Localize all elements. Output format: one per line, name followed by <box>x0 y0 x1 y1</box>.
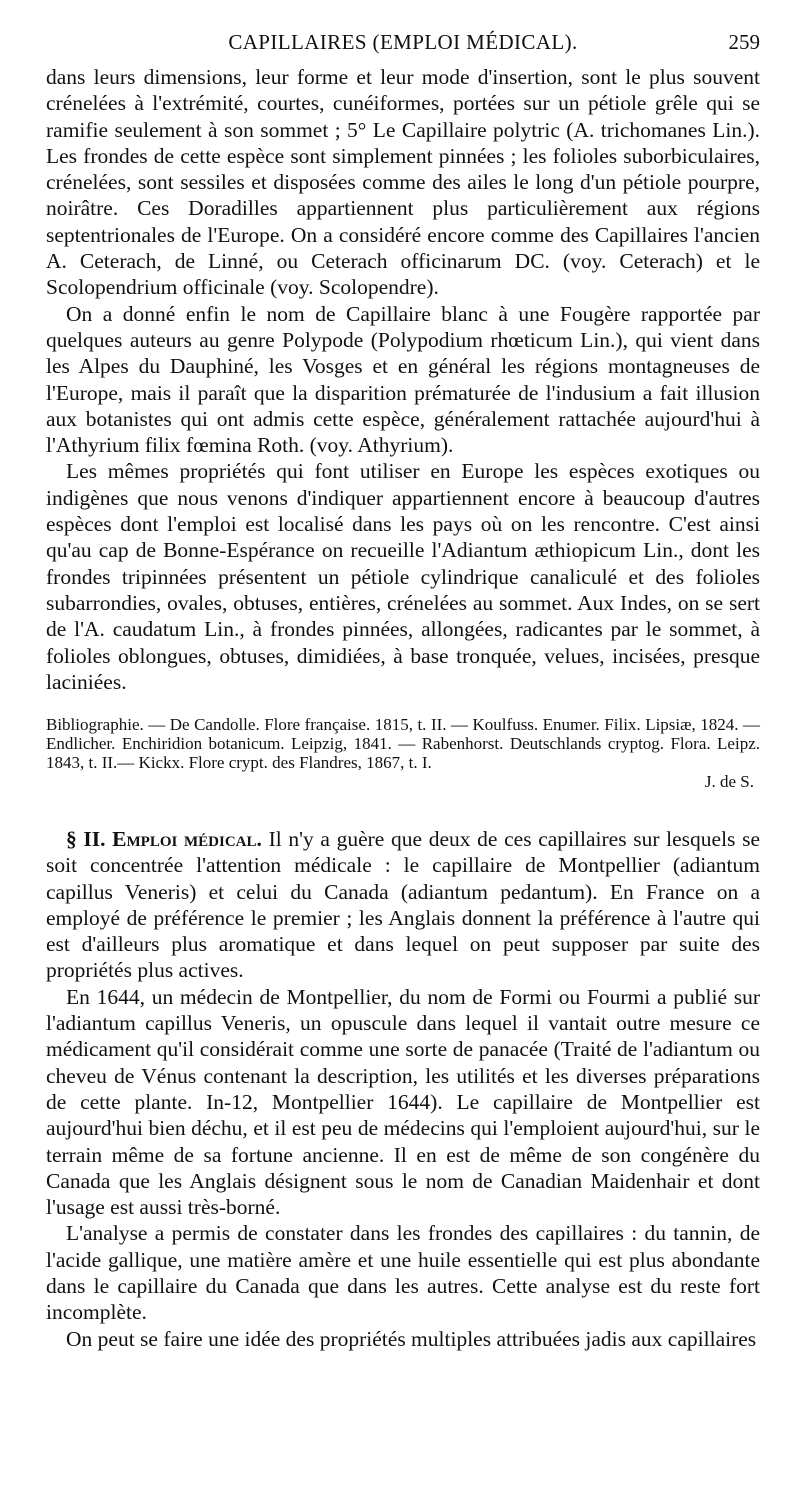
paragraph-analyse: L'analyse a permis de constater dans les frondes des capillaires : du tannin, de l'acide gallique, une matière amère et une huile essentielle qui est plus abondante dans le capillaire du Canada que dans les autres. Cette analyse est du reste fort incomplète. <box>46 1221 760 1325</box>
paragraph-exotic-species: Les mêmes propriétés qui font utiliser en Europe les espèces exotiques ou indigènes que nous venons d'indiquer appartiennent encore à beaucoup d'autres espèces dont l'emploi est localisé dans les pays où on les rencontre. C'est ainsi qu'au cap de Bonne-Espérance on recueille l'Adiantum æthiopicum Lin., dont les frondes tripinnées présentent un pétiole cylindrique canaliculé et des folioles subarrondies, ovales, obtuses, entières, crénelées au sommet. Aux Indes, on se sert de l'A. caudatum Lin., à frondes pinnées, allongées, radicantes par le sommet, à folioles oblongues, obtuses, dimidiées, à base tronquée, velues, incisées, presque laciniées. <box>46 459 760 694</box>
section-emploi-medical <box>46 826 760 1352</box>
paragraph-proprietes: On peut se faire une idée des propriétés multiples attribuées jadis aux capillaires <box>66 1326 757 1351</box>
page-header <box>46 30 760 56</box>
paragraph-continued: dans leurs dimensions, leur forme et leur mode d'insertion, sont le plus souvent crénelées à l'extrémité, courtes, cunéiformes, portées sur un pétiole grêle qui se ramifie seulement à son sommet ; 5° Le Capillaire polytric (A. trichomanes Lin.). Les frondes de cette espèce sont simplement pinnées ; les folioles suborbiculaires, crénelées, sont sessiles et disposées comme des ailes le long d'un pétiole pourpre, noirâtre. Ces Doradilles appartiennent plus particulièrement aux régions septentrionales de l'Europe. On a considéré encore comme des Capillaires l'ancien A. Ceterach, de Linné, ou Ceterach officinarum DC. (voy. Ceterach) et le Scolopendrium officinale (voy. Scolopendre). <box>46 65 760 300</box>
section-heading: § II. Emploi médical. <box>66 827 262 851</box>
section-first-paragraph-text: Il n'y a guère que deux de ces capillaires sur lesquels se soit concentrée l'attention médicale : le capillaire de Montpellier (adiantum capillus Veneris) et celui du Canada (adiantum pedantum). En France on a employé de préférence le premier ; les Anglais donnent la préférence à l'autre qui est d'ailleurs plus aromatique et dans lequel on peut supposer par suite des propriétés plus actives. <box>46 827 760 983</box>
author-signature: J. de S. <box>704 772 754 791</box>
running-title: CAPILLAIRES (EMPLOI MÉDICAL). <box>228 30 578 54</box>
main-text-top <box>46 64 760 695</box>
paragraph-capillaire-blanc: On a donné enfin le nom de Capillaire blanc à une Fougère rapportée par quelques auteurs au genre Polypode (Polypodium rhœticum Lin.), qui vient dans les Alpes du Dauphiné, les Vosges et en général les régions montagneuses de l'Europe, mais il paraît que la disparition prématurée de l'indusium a fait illusion aux botanistes qui ont admis cette espèce, généralement rattachée aujourd'hui à l'Athyrium filix fœmina Roth. (voy. Athyrium). <box>46 301 760 458</box>
page-number: 259 <box>728 30 760 54</box>
bibliography-block <box>46 715 760 791</box>
bibliography-text: Bibliographie. — De Candolle. Flore française. 1815, t. II. — Koulfuss. Enumer. Filix. Lipsiæ, 1824. — Endlicher. Enchiridion botanicum. Leipzig, 1841. — Rabenhorst. Deutschlands cryptog. Flora. Leipz. 1843, t. II.— Kickx. Flore crypt. des Flandres, 1867, t. I. <box>46 715 760 772</box>
section-first-paragraph <box>46 826 760 984</box>
paragraph-formi-1644: En 1644, un médecin de Montpellier, du nom de Formi ou Fourmi a publié sur l'adiantum capillus Veneris, un opuscule dans lequel il vantait outre mesure ce médicament qu'il considérait comme une sorte de panacée (Traité de l'adiantum ou cheveu de Vénus contenant la description, les utilités et les diverses préparations de cette plante. In-12, Montpellier 1644). Le capillaire de Montpellier est aujourd'hui bien déchu, et il est peu de médecins qui l'emploient aujourd'hui, sur le terrain même de sa fortune ancienne. Il en est de même de son congénère du Canada que les Anglais désignent sous le nom de Canadian Maidenhair et dont l'usage est aussi très-borné. <box>46 984 760 1220</box>
